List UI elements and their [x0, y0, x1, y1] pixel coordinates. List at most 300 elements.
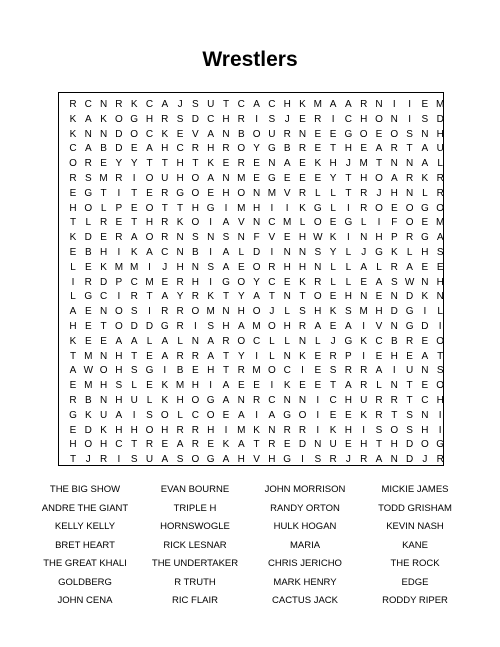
- grid-letter: A: [222, 454, 230, 466]
- grid-letter: K: [329, 306, 337, 318]
- grid-letter: R: [405, 232, 414, 244]
- grid-letter: Y: [253, 276, 260, 288]
- grid-letter: H: [360, 173, 368, 184]
- grid-letter: E: [176, 128, 184, 140]
- grid-letter: R: [69, 395, 77, 406]
- grid-letter: J: [361, 247, 367, 258]
- grid-letter: U: [436, 143, 444, 155]
- grid-letter: J: [85, 454, 91, 466]
- grid-letter: R: [436, 173, 444, 184]
- grid-letter: R: [161, 232, 169, 244]
- grid-letter: E: [283, 173, 291, 184]
- grid-letter: R: [161, 217, 169, 229]
- grid-letter: S: [115, 380, 123, 392]
- grid-letter: N: [390, 321, 398, 332]
- grid-letter: M: [359, 158, 368, 170]
- grid-letter: T: [131, 217, 138, 229]
- grid-letter: L: [406, 247, 413, 258]
- grid-letter: R: [176, 306, 184, 318]
- grid-letter: D: [436, 113, 444, 125]
- grid-letter: T: [177, 202, 184, 214]
- grid-letter: P: [390, 232, 398, 244]
- grid-letter: H: [298, 261, 307, 273]
- grid-letter: M: [252, 321, 261, 332]
- grid-letter: I: [255, 350, 258, 362]
- grid-letter: C: [207, 113, 215, 125]
- grid-letter: T: [345, 187, 352, 199]
- grid-letter: I: [209, 380, 213, 392]
- grid-letter: C: [421, 395, 429, 406]
- grid-letter: H: [176, 261, 184, 273]
- grid-letter: R: [99, 454, 108, 466]
- grid-letter: L: [330, 202, 336, 214]
- grid-letter: H: [115, 365, 123, 377]
- grid-letter: H: [207, 365, 215, 377]
- grid-letter: A: [161, 454, 169, 466]
- grid-letter: D: [84, 232, 92, 244]
- grid-letter: I: [316, 424, 320, 436]
- grid-letter: I: [270, 247, 274, 258]
- grid-letter: N: [298, 335, 307, 347]
- grid-letter: E: [299, 113, 306, 125]
- grid-letter: H: [283, 99, 291, 110]
- grid-letter: G: [206, 395, 215, 406]
- grid-letter: I: [347, 202, 350, 214]
- grid-letter: C: [69, 143, 77, 155]
- grid-letter: I: [377, 217, 381, 229]
- grid-letter: A: [345, 380, 352, 392]
- grid-letter: T: [406, 395, 413, 406]
- grid-letter: T: [391, 409, 398, 421]
- grid-letter: G: [421, 202, 429, 214]
- grid-letter: T: [69, 217, 77, 229]
- grid-letter: L: [376, 261, 382, 273]
- grid-letter: B: [100, 143, 107, 155]
- grid-letter: E: [253, 173, 260, 184]
- grid-letter: R: [390, 261, 398, 273]
- grid-letter: E: [100, 158, 107, 170]
- grid-letter: I: [362, 321, 366, 332]
- grid-letter: H: [145, 113, 154, 125]
- grid-letter: T: [69, 350, 77, 362]
- grid-letter: O: [145, 173, 154, 184]
- grid-letter: A: [237, 439, 245, 451]
- grid-letter: L: [422, 187, 428, 199]
- grid-letter: E: [314, 128, 322, 140]
- grid-letter: E: [100, 335, 107, 347]
- grid-letter: U: [145, 454, 154, 466]
- grid-letter: H: [390, 439, 398, 451]
- grid-letter: T: [253, 439, 260, 451]
- grid-letter: H: [283, 261, 291, 273]
- grid-letter: Y: [176, 291, 184, 303]
- grid-letter: V: [253, 454, 260, 466]
- grid-letter: U: [360, 395, 368, 406]
- grid-letter: H: [390, 187, 398, 199]
- grid-letter: C: [130, 276, 138, 288]
- grid-letter: R: [329, 454, 337, 466]
- grid-letter: V: [268, 232, 276, 244]
- grid-letter: H: [145, 217, 154, 229]
- grid-letter: R: [115, 232, 123, 244]
- grid-letter: K: [100, 424, 107, 436]
- grid-letter: O: [69, 158, 77, 170]
- grid-letter: H: [69, 202, 77, 214]
- grid-letter: A: [406, 261, 413, 273]
- grid-letter: R: [360, 454, 368, 466]
- grid-letter: R: [145, 439, 154, 451]
- grid-letter: U: [207, 99, 215, 110]
- grid-letter: E: [130, 143, 138, 155]
- grid-letter: B: [84, 395, 92, 406]
- grid-letter: A: [421, 350, 429, 362]
- grid-letter: H: [115, 395, 123, 406]
- grid-letter: G: [344, 128, 353, 140]
- grid-letter: O: [436, 202, 445, 214]
- word-list-item: KEVIN NASH: [386, 521, 444, 532]
- grid-letter: I: [255, 409, 258, 421]
- grid-letter: S: [130, 454, 138, 466]
- grid-letter: I: [132, 173, 136, 184]
- grid-letter: O: [298, 409, 307, 421]
- grid-letter: K: [69, 113, 77, 125]
- grid-letter: N: [222, 128, 230, 140]
- grid-letter: L: [238, 247, 245, 258]
- grid-letter: H: [115, 350, 123, 362]
- grid-letter: G: [69, 409, 77, 421]
- grid-letter: O: [252, 261, 261, 273]
- grid-letter: T: [345, 173, 352, 184]
- grid-letter: T: [69, 454, 77, 466]
- grid-letter: R: [222, 143, 230, 155]
- grid-letter: D: [421, 321, 429, 332]
- grid-letter: K: [100, 113, 107, 125]
- grid-letter: L: [131, 380, 137, 392]
- grid-letter: E: [283, 439, 291, 451]
- grid-letter: A: [329, 99, 337, 110]
- grid-letter: H: [222, 321, 230, 332]
- grid-letter: R: [191, 143, 199, 155]
- word-list-item: TODD GRISHAM: [378, 502, 452, 514]
- grid-letter: H: [99, 247, 108, 258]
- grid-letter: A: [375, 454, 383, 466]
- grid-letter: H: [207, 424, 215, 436]
- grid-letter: O: [313, 217, 322, 229]
- grid-letter: E: [314, 380, 322, 392]
- grid-letter: H: [191, 380, 199, 392]
- grid-letter: I: [270, 380, 274, 392]
- grid-letter: O: [84, 202, 93, 214]
- grid-letter: T: [100, 187, 107, 199]
- grid-letter: R: [436, 454, 444, 466]
- grid-letter: H: [329, 158, 337, 170]
- grid-letter: E: [222, 409, 230, 421]
- grid-letter: A: [375, 365, 383, 377]
- grid-letter: M: [237, 173, 246, 184]
- grid-letter: L: [437, 158, 443, 170]
- grid-letter: C: [283, 365, 291, 377]
- grid-letter: E: [146, 350, 153, 362]
- grid-letter: K: [207, 291, 215, 303]
- grid-letter: H: [375, 306, 383, 318]
- grid-letter: N: [99, 128, 108, 140]
- grid-letter: A: [161, 350, 169, 362]
- grid-letter: S: [130, 365, 138, 377]
- grid-letter: I: [117, 247, 121, 258]
- grid-letter: H: [344, 424, 352, 436]
- grid-letter: Y: [130, 158, 138, 170]
- grid-letter: G: [84, 187, 93, 199]
- grid-letter: A: [314, 321, 322, 332]
- grid-letter: O: [115, 306, 123, 318]
- grid-letter: S: [329, 365, 337, 377]
- grid-letter: E: [329, 409, 337, 421]
- grid-letter: H: [344, 395, 352, 406]
- grid-letter: A: [222, 217, 230, 229]
- grid-letter: R: [375, 409, 383, 421]
- grid-letter: N: [298, 395, 307, 406]
- grid-letter: G: [436, 439, 445, 451]
- grid-letter: O: [191, 217, 200, 229]
- grid-letter: L: [85, 217, 92, 229]
- grid-letter: J: [422, 454, 428, 466]
- grid-letter: F: [391, 217, 398, 229]
- grid-letter: N: [405, 187, 414, 199]
- grid-letter: M: [436, 217, 445, 229]
- grid-letter: E: [314, 173, 322, 184]
- grid-letter: T: [131, 350, 138, 362]
- grid-letter: E: [345, 409, 352, 421]
- grid-letter: I: [132, 409, 136, 421]
- grid-letter: W: [404, 276, 415, 288]
- grid-letter: O: [115, 113, 123, 125]
- grid-letter: R: [436, 187, 444, 199]
- grid-letter: C: [145, 128, 154, 140]
- grid-letter: I: [163, 365, 167, 377]
- grid-letter: A: [421, 143, 429, 155]
- grid-letter: E: [329, 321, 337, 332]
- grid-letter: E: [161, 276, 169, 288]
- grid-letter: E: [360, 143, 368, 155]
- grid-letter: T: [375, 439, 383, 451]
- grid-letter: N: [237, 395, 245, 406]
- grid-letter: R: [360, 365, 368, 377]
- grid-letter: N: [314, 439, 322, 451]
- word-list-item: CACTUS JACK: [272, 595, 338, 606]
- grid-letter: T: [131, 187, 138, 199]
- word-list-item: EDGE: [401, 576, 429, 588]
- grid-letter: M: [84, 380, 93, 392]
- grid-letter: K: [84, 409, 92, 421]
- grid-letter: L: [437, 306, 443, 318]
- grid-letter: R: [191, 350, 199, 362]
- grid-letter: G: [176, 187, 184, 199]
- grid-letter: N: [222, 306, 230, 318]
- grid-letter: N: [268, 424, 276, 436]
- word-list-item: THE GREAT KHALI: [43, 558, 127, 569]
- grid-letter: K: [222, 439, 230, 451]
- grid-letter: N: [252, 187, 261, 199]
- grid-letter: O: [268, 365, 276, 377]
- grid-letter: J: [345, 158, 351, 170]
- grid-letter: V: [283, 187, 291, 199]
- grid-letter: R: [176, 321, 184, 332]
- grid-letter: E: [69, 380, 77, 392]
- grid-letter: O: [99, 365, 108, 377]
- grid-letter: S: [421, 113, 429, 125]
- grid-letter: H: [436, 128, 444, 140]
- grid-letter: J: [177, 99, 183, 110]
- grid-letter: U: [130, 395, 138, 406]
- grid-letter: R: [268, 439, 276, 451]
- grid-letter: V: [237, 217, 245, 229]
- grid-letter: G: [283, 409, 292, 421]
- grid-letter: R: [191, 424, 199, 436]
- grid-letter: G: [206, 202, 215, 214]
- grid-letter: C: [176, 143, 184, 155]
- grid-letter: I: [117, 291, 121, 303]
- grid-letter: K: [329, 424, 337, 436]
- grid-letter: M: [313, 99, 322, 110]
- grid-letter: R: [298, 321, 307, 332]
- grid-letter: R: [69, 173, 77, 184]
- grid-letter: L: [345, 276, 352, 288]
- grid-letter: R: [390, 395, 398, 406]
- grid-letter: I: [316, 409, 320, 421]
- grid-letter: E: [375, 350, 383, 362]
- grid-letter: O: [268, 321, 276, 332]
- grid-letter: O: [191, 395, 200, 406]
- word-list-item: RICK LESNAR: [163, 539, 227, 551]
- grid-letter: A: [375, 143, 383, 155]
- grid-letter: N: [390, 380, 398, 392]
- grid-letter: R: [69, 99, 77, 110]
- grid-letter: H: [344, 143, 352, 155]
- grid-letter: A: [268, 409, 276, 421]
- grid-letter: J: [376, 187, 382, 199]
- word-list-item: THE ROCK: [390, 558, 440, 569]
- grid-letter: E: [207, 187, 215, 199]
- grid-letter: R: [99, 217, 108, 229]
- grid-letter: R: [314, 276, 322, 288]
- grid-letter: E: [421, 99, 429, 110]
- word-list-item: R TRUTH: [174, 576, 216, 588]
- grid-letter: K: [100, 261, 107, 273]
- grid-letter: R: [161, 187, 169, 199]
- grid-letter: W: [83, 365, 94, 377]
- grid-letter: G: [222, 276, 230, 288]
- grid-letter: E: [390, 202, 398, 214]
- grid-letter: I: [194, 321, 197, 332]
- grid-letter: P: [115, 202, 123, 214]
- grid-letter: S: [436, 247, 444, 258]
- grid-letter: N: [222, 173, 230, 184]
- grid-letter: A: [390, 173, 398, 184]
- grid-letter: D: [115, 143, 123, 155]
- word-list-item: BRET HEART: [55, 539, 115, 551]
- grid-letter: G: [130, 113, 139, 125]
- grid-letter: H: [207, 143, 215, 155]
- grid-letter: S: [406, 409, 413, 421]
- word-list-item: ANDRE THE GIANT: [41, 502, 129, 514]
- grid-letter: R: [176, 350, 184, 362]
- grid-letter: Y: [237, 291, 245, 303]
- grid-letter: E: [314, 365, 322, 377]
- grid-letter: B: [237, 128, 245, 140]
- word-list-item: HORNSWOGLE: [160, 521, 230, 532]
- grid-letter: O: [436, 335, 445, 347]
- grid-letter: H: [176, 173, 184, 184]
- grid-letter: H: [268, 454, 276, 466]
- grid-letter: Y: [253, 143, 260, 155]
- grid-letter: A: [237, 321, 245, 332]
- grid-letter: E: [314, 143, 322, 155]
- grid-letter: I: [301, 454, 304, 466]
- grid-letter: N: [283, 350, 291, 362]
- grid-letter: G: [405, 321, 414, 332]
- grid-letter: S: [192, 99, 199, 110]
- grid-letter: A: [130, 232, 138, 244]
- grid-letter: S: [314, 247, 322, 258]
- grid-letter: L: [315, 187, 321, 199]
- grid-letter: H: [360, 439, 368, 451]
- grid-letter: T: [406, 143, 413, 155]
- word-list-item: JOHN CENA: [57, 595, 113, 606]
- grid-letter: R: [375, 395, 383, 406]
- grid-letter: S: [314, 454, 322, 466]
- grid-letter: A: [345, 321, 352, 332]
- grid-letter: N: [375, 99, 383, 110]
- grid-letter: N: [360, 232, 368, 244]
- grid-letter: T: [222, 291, 230, 303]
- grid-letter: V: [192, 128, 199, 140]
- grid-letter: O: [145, 202, 154, 214]
- grid-letter: E: [84, 321, 92, 332]
- grid-letter: N: [99, 350, 108, 362]
- grid-letter: A: [146, 247, 153, 258]
- grid-letter: L: [299, 217, 306, 229]
- grid-letter: N: [421, 276, 429, 288]
- grid-letter: I: [148, 306, 151, 318]
- grid-letter: E: [84, 335, 92, 347]
- grid-letter: H: [375, 232, 383, 244]
- grid-letter: I: [392, 99, 396, 110]
- grid-letter: R: [115, 173, 123, 184]
- grid-letter: O: [160, 409, 169, 421]
- grid-letter: U: [268, 128, 276, 140]
- grid-letter: H: [344, 291, 352, 303]
- grid-letter: O: [191, 173, 200, 184]
- grid-letter: E: [329, 217, 337, 229]
- grid-letter: A: [115, 409, 123, 421]
- grid-letter: A: [130, 335, 138, 347]
- grid-letter: N: [314, 261, 322, 273]
- grid-letter: R: [84, 158, 92, 170]
- grid-letter: S: [84, 173, 92, 184]
- grid-letter: E: [283, 232, 291, 244]
- grid-letter: M: [130, 261, 139, 273]
- word-list-item: RODDY RIPER: [382, 595, 448, 606]
- grid-letter: K: [299, 99, 306, 110]
- grid-letter: E: [69, 247, 77, 258]
- grid-letter: I: [117, 454, 121, 466]
- grid-letter: H: [222, 187, 230, 199]
- grid-letter: H: [237, 454, 245, 466]
- grid-letter: L: [330, 261, 336, 273]
- grid-letter: H: [130, 424, 138, 436]
- grid-letter: S: [192, 232, 199, 244]
- grid-letter: D: [99, 276, 108, 288]
